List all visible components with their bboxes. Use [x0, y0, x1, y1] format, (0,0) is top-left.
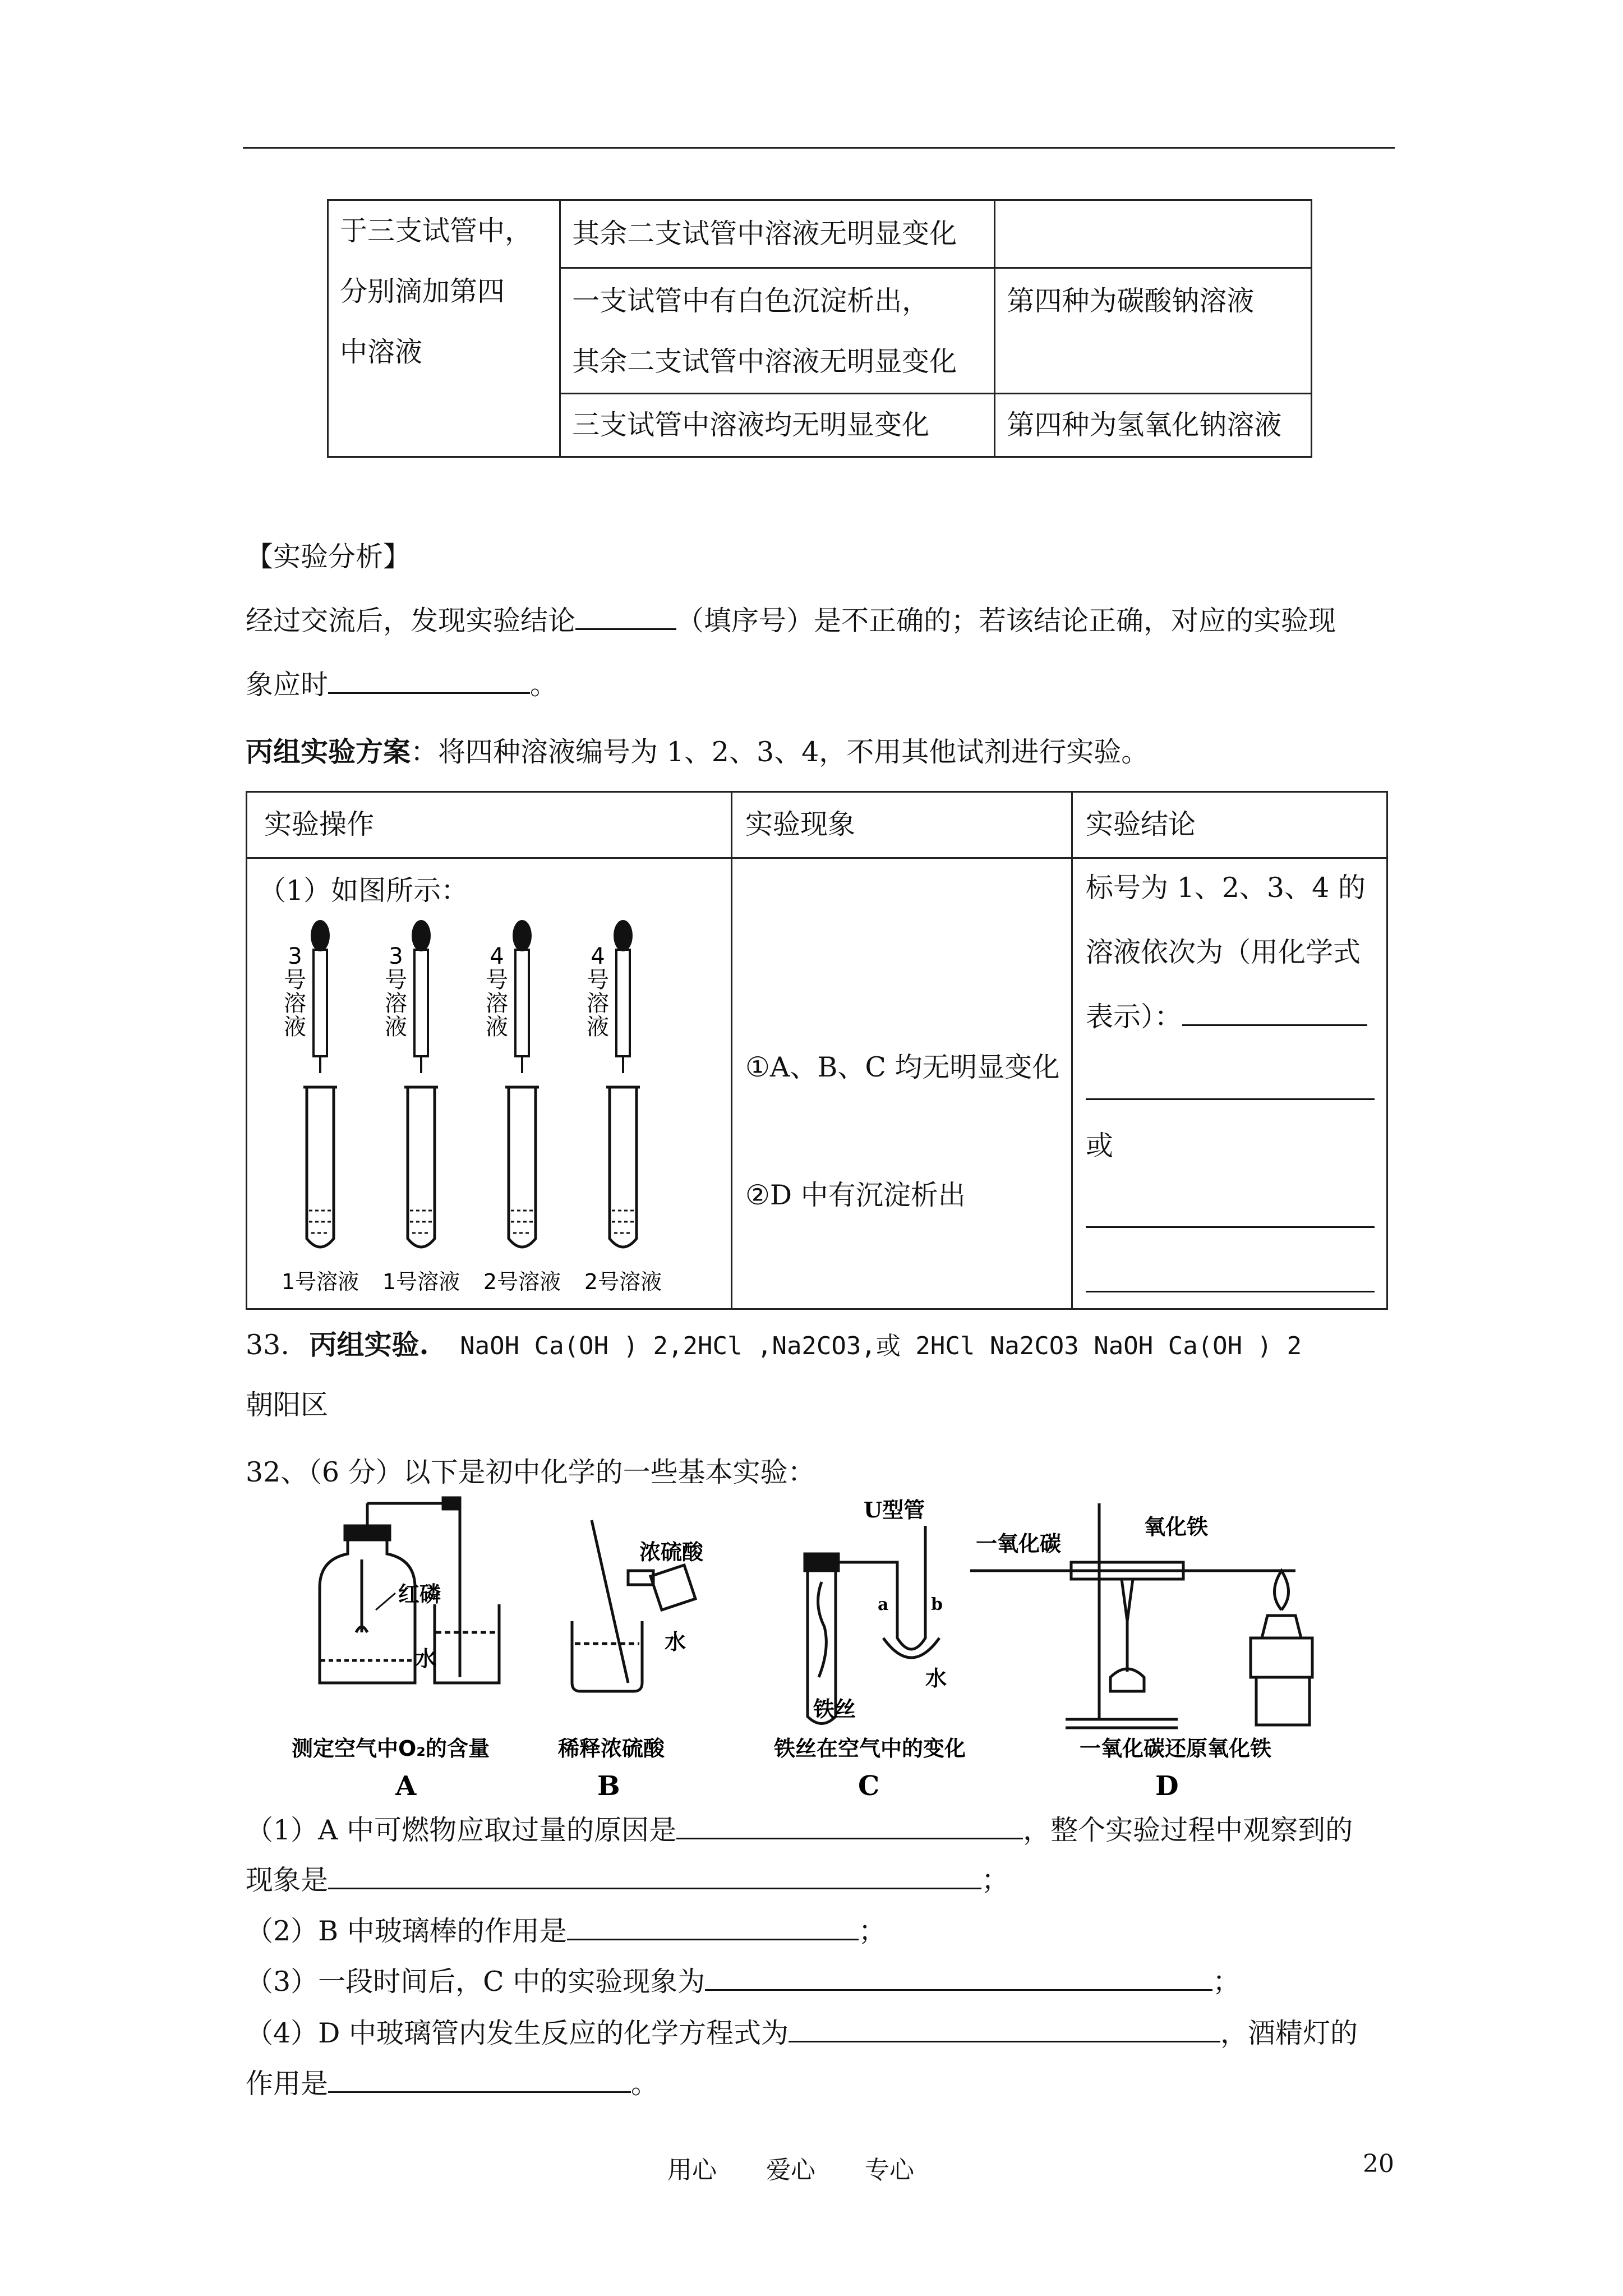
table-cell: 第四种为氢氧化钠溶液	[995, 394, 1312, 457]
answer-blank[interactable]	[1086, 1098, 1375, 1100]
table-cell: 第四种为碳酸钠溶液	[995, 268, 1312, 394]
header-rule	[243, 147, 1395, 149]
label-water-c: 水	[925, 1665, 947, 1691]
answer-blank[interactable]	[575, 628, 676, 630]
answer-blank[interactable]	[1182, 1024, 1367, 1026]
table-cell: 三支试管中溶液均无明显变化	[560, 394, 995, 457]
test-tube-figure	[259, 919, 724, 1306]
dropper-tube	[515, 950, 529, 1056]
caption-d: 一氧化碳还原氧化铁	[1080, 1736, 1272, 1761]
q32-s1-cont	[246, 1861, 1009, 1900]
conclusion-line	[1086, 997, 1367, 1037]
text: （1）A 中可燃物应取过量的原因是	[246, 1814, 677, 1846]
text: （填序号）是不正确的；若该结论正确，对应的实验现	[676, 605, 1336, 637]
tube-set	[483, 920, 561, 1294]
dropper-tube	[313, 950, 327, 1056]
label-a: a	[878, 1595, 889, 1614]
text: ；	[981, 1864, 1009, 1896]
question-32-stem: 32、（6 分）以下是初中化学的一些基本实验：	[246, 1456, 815, 1488]
test-tube	[509, 1087, 536, 1247]
conclusion-line: 溶液依次为（用化学式	[1086, 936, 1361, 968]
text: 表示）：	[1086, 1001, 1182, 1033]
text: （3）一段时间后，C 中的实验现象为	[246, 1966, 706, 1998]
label-fe2o3: 氧化铁	[1144, 1514, 1209, 1539]
op-text: （1）如图所示：	[259, 875, 469, 907]
text: 。	[631, 2068, 659, 2100]
group3-table	[246, 791, 1388, 1310]
test-tube	[610, 1087, 637, 1247]
analysis-line	[246, 665, 557, 705]
table-rule	[247, 857, 1386, 859]
analysis-line	[246, 601, 1336, 641]
tube-label: 2号溶液	[483, 1269, 561, 1294]
tube-label: 1号溶液	[382, 1269, 460, 1294]
text: ；	[1212, 1966, 1241, 1998]
answer-blank[interactable]	[328, 692, 530, 694]
answer-blank[interactable]	[567, 1939, 859, 1940]
table-op-cell	[328, 200, 560, 457]
analysis-heading: 【实验分析】	[246, 541, 411, 573]
label-red-phosphorus: 红磷	[398, 1581, 441, 1607]
label-conc-h2so4: 浓硫酸	[639, 1539, 704, 1565]
text: ，整个实验过程中观察到的	[1023, 1814, 1353, 1846]
conclusion-line: 标号为 1、2、3、4 的	[1086, 872, 1366, 904]
table-line: 一支试管中有白色沉淀析出，	[572, 285, 930, 317]
table-cell: 其余二支试管中溶液无明显变化	[560, 200, 995, 268]
footer-motto: 用心 爱心 专心	[667, 2156, 914, 2184]
dropper-label: 3 号溶液	[284, 944, 306, 1040]
test-tube	[307, 1087, 334, 1247]
dropper-label: 3 号溶液	[385, 944, 407, 1040]
text: 象应时	[246, 669, 329, 701]
q32-s3	[246, 1962, 1240, 2001]
dropper-bulb-icon	[412, 920, 431, 951]
table-rule	[1071, 793, 1073, 1308]
text: （4）D 中玻璃管内发生反应的化学方程式为	[246, 2017, 789, 2049]
q32-s4-cont	[246, 2064, 658, 2104]
table-header: 实验操作	[264, 808, 375, 840]
dropper-bulb-icon	[614, 920, 633, 951]
label-u-tube: U型管	[864, 1497, 925, 1522]
phenomenon-2: ②D 中有沉淀析出	[745, 1179, 966, 1211]
answer-blank[interactable]	[789, 2041, 1220, 2042]
test-tubes	[282, 920, 662, 1294]
tube-set	[282, 920, 359, 1294]
answer-label: 丙组实验.	[309, 1328, 429, 1361]
table-op-line: 中溶液	[340, 336, 423, 368]
dropper-tube	[414, 950, 428, 1056]
text: 经过交流后，发现实验结论	[246, 605, 576, 637]
letter-b: B	[597, 1770, 620, 1802]
table-header: 实验结论	[1086, 808, 1196, 840]
q32-s1	[246, 1811, 1353, 1850]
caption-c: 铁丝在空气中的变化	[774, 1736, 966, 1761]
dropper-tube	[616, 950, 630, 1056]
conclusion-or: 或	[1086, 1130, 1114, 1162]
caption-a: 测定空气中O₂的含量	[292, 1736, 490, 1761]
text: 作用是	[246, 2068, 329, 2100]
dropper-bulb-icon	[311, 920, 330, 951]
dropper-bulb-icon	[513, 920, 532, 951]
answer-blank[interactable]	[1086, 1291, 1375, 1292]
answer-blank[interactable]	[328, 2091, 631, 2093]
test-tube	[408, 1087, 435, 1247]
dropper-label: 4 号溶液	[486, 944, 508, 1040]
apparatus-c	[805, 1526, 939, 1724]
group3-text: ：将四种溶液编号为 1、2、3、4，不用其他试剂进行实验。	[411, 736, 1149, 768]
table-cell	[995, 200, 1312, 268]
q32-s2	[246, 1912, 886, 1951]
page-number: 20	[1363, 2150, 1394, 2178]
answer-blank[interactable]	[1086, 1226, 1375, 1228]
letter-d: D	[1155, 1770, 1179, 1802]
table-rule	[731, 793, 732, 1308]
text: ；	[858, 1915, 886, 1947]
phenomenon-1: ①A、B、C 均无明显变化	[745, 1051, 1060, 1083]
answer-33	[246, 1325, 1302, 1366]
label-co: 一氧化碳	[976, 1531, 1062, 1556]
table-op-line: 分别滴加第四	[340, 275, 505, 307]
tube-label: 2号溶液	[584, 1269, 662, 1294]
caption-b: 稀释浓硫酸	[558, 1736, 665, 1761]
table-line: 其余二支试管中溶液无明显变化	[572, 346, 957, 378]
dropper-label: 4 号溶液	[587, 944, 609, 1040]
group3-label: 丙组实验方案	[246, 735, 411, 768]
table-op-line: 于三支试管中，	[340, 215, 533, 247]
text: 现象是	[246, 1864, 329, 1896]
answer-num: 33.	[246, 1329, 289, 1361]
text: 。	[530, 669, 558, 701]
tube-set	[584, 920, 662, 1294]
tube-label: 1号溶液	[281, 1269, 359, 1294]
table-header: 实验现象	[745, 808, 856, 840]
text: （2）B 中玻璃棒的作用是	[246, 1915, 567, 1947]
label-water-b: 水	[665, 1629, 686, 1654]
label-b: b	[931, 1595, 943, 1614]
text: ，酒精灯的	[1220, 2017, 1358, 2049]
label-water: 水	[415, 1646, 437, 1671]
district-label: 朝阳区	[246, 1389, 329, 1421]
label-iron-wire: 铁丝	[813, 1696, 856, 1722]
answer-text: NaOH Ca(OH ) 2,2HCl ,Na2CO3,或 2HCl Na2CO3 NaOH Ca(OH ) 2	[460, 1332, 1302, 1360]
q32-s4	[246, 2014, 1358, 2053]
answer-blank[interactable]	[676, 1838, 1023, 1839]
answer-blank[interactable]	[705, 1989, 1212, 1991]
table-cell	[560, 268, 995, 394]
table-continuation	[327, 199, 1312, 458]
tube-set	[382, 920, 460, 1294]
letter-a: A	[395, 1770, 417, 1802]
group3-heading	[246, 732, 1149, 772]
letter-c: C	[858, 1770, 880, 1802]
answer-blank[interactable]	[328, 1888, 981, 1889]
apparatus-figure	[292, 1492, 1357, 1806]
